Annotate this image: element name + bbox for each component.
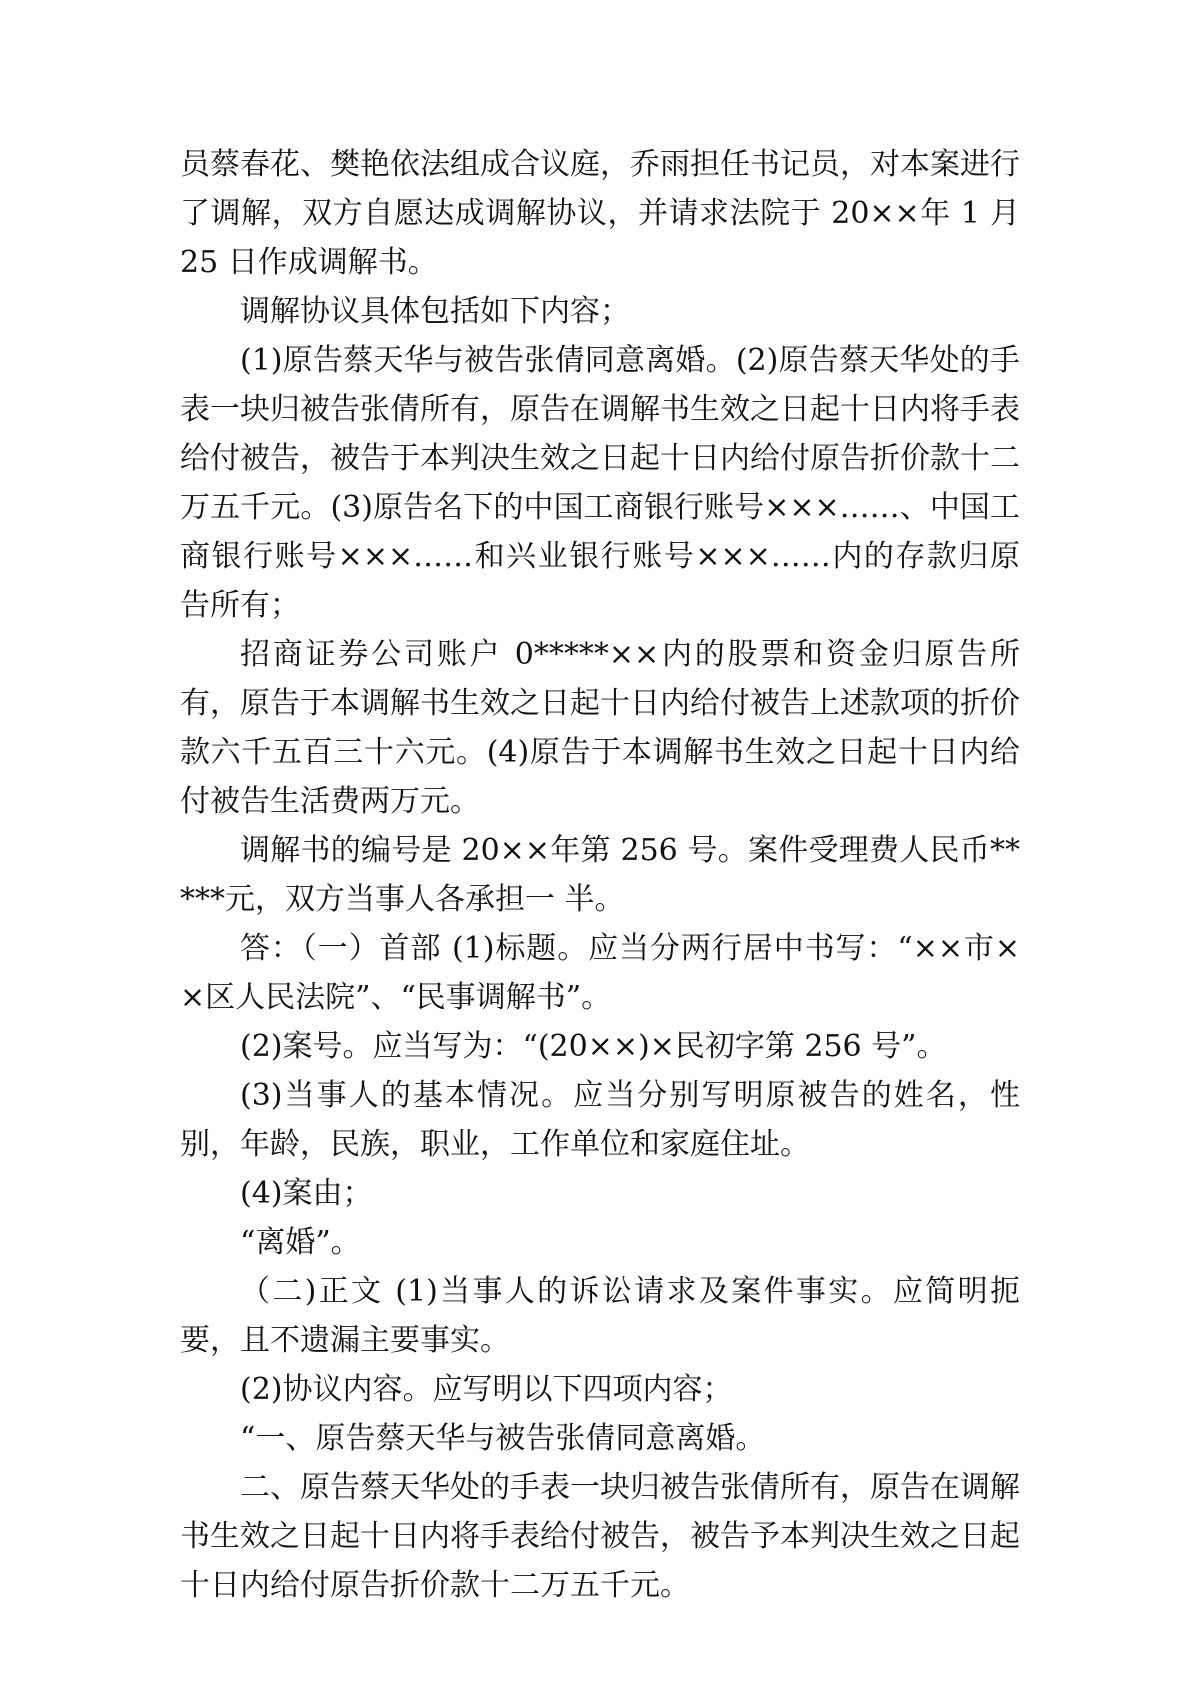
paragraph: “一、原告蔡天华与被告张倩同意离婚。 [240,1421,766,1456]
paragraph: 答：（一）首部 (1)标题。应当分两行居中书写：“××市××区人民法院”、“民事调解书”。 [180,931,1020,1015]
document-body [180,140,1020,1610]
paragraph: (2)案号。应当写为：“(20××)×民初字第 256 号”。 [240,1029,947,1064]
paragraph: (3)当事人的基本情况。应当分别写明原被告的姓名，性别，年龄，民族，职业，工作单位和家庭住址。 [180,1078,1020,1162]
paragraph: (2)协议内容。应写明以下四项内容； [240,1372,733,1407]
paragraph: （二)正文 (1)当事人的诉讼请求及案件事实。应简明扼要，且不遗漏主要事实。 [180,1274,1020,1358]
paragraph: 调解书的编号是 20××年第 256 号。案件受理费人民币*****元，双方当事人各承担一 半。 [180,833,1020,917]
paragraph: 二、原告蔡天华处的手表一块归被告张倩所有，原告在调解书生效之日起十日内将手表给付被告，被告予本判决生效之日起十日内给付原告折价款十二万五千元。 [180,1470,1020,1603]
paragraph: 员蔡春花、樊艳依法组成合议庭，乔雨担任书记员，对本案进行了调解，双方自愿达成调解协议，并请求法院于 20××年 1 月 25 日作成调解书。 [180,147,1020,280]
paragraph: 招商证券公司账户 0*****××内的股票和资金归原告所有，原告于本调解书生效之日起十日内给付被告上述款项的折价款六千五百三十六元。(4)原告于本调解书生效之日起十日内给付被告生活费两万元。 [180,637,1020,819]
paragraph: 调解协议具体包括如下内容； [240,294,630,329]
paragraph: (1)原告蔡天华与被告张倩同意离婚。(2)原告蔡天华处的手表一块归被告张倩所有，原告在调解书生效之日起十日内将手表给付被告，被告于本判决生效之日起十日内给付原告折价款十二万五千元。(3)原告名下的中国工商银行账号×××……、中国工商银行账号×××……和兴业银行账号×××……内的存款归原告所有； [180,343,1020,623]
paragraph: “离婚”。 [240,1225,361,1260]
paragraph: (4)案由； [240,1176,373,1211]
